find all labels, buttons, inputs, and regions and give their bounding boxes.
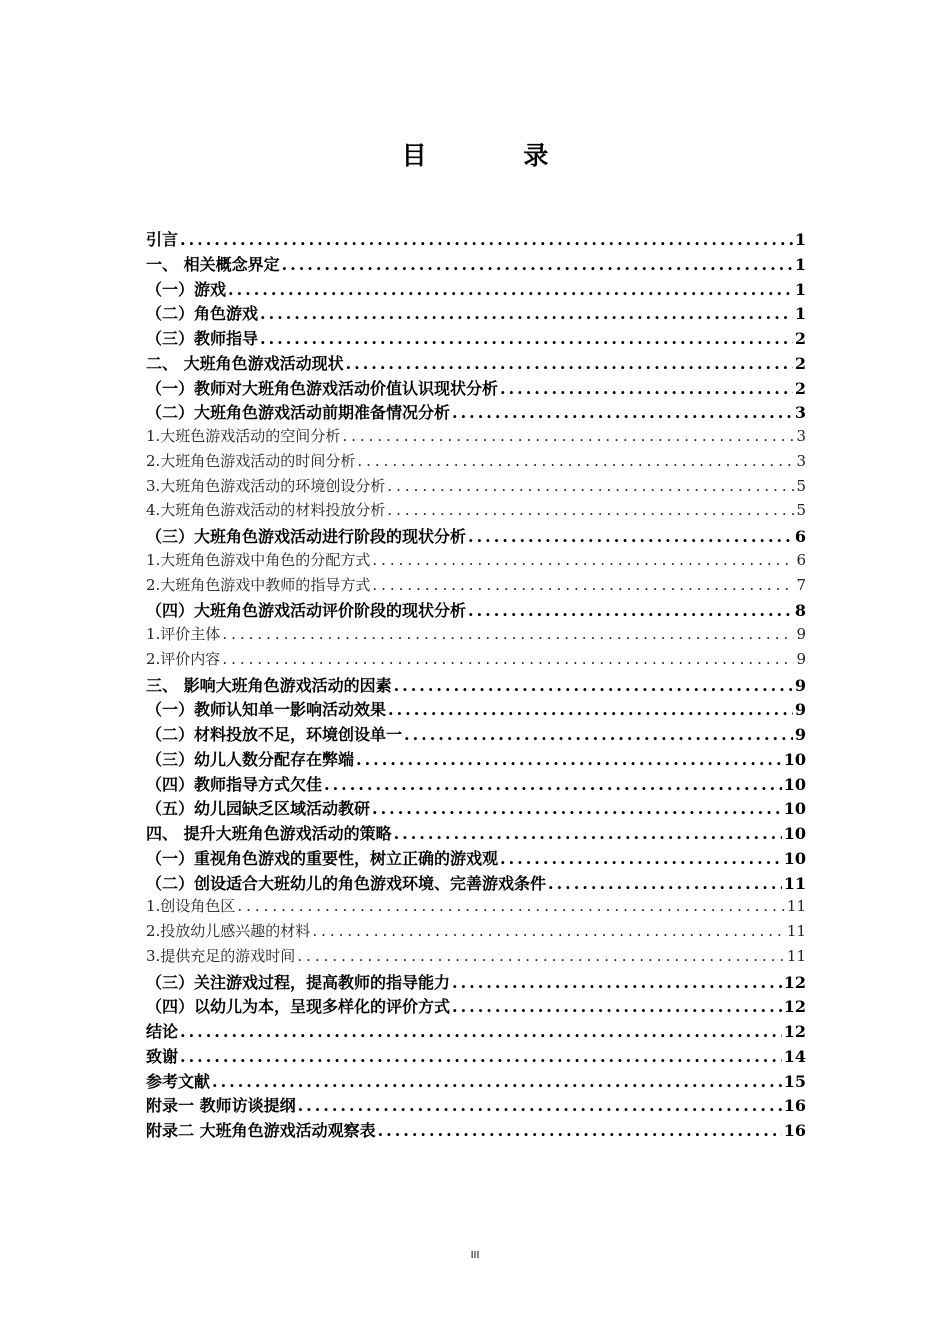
toc-entry-title: 二、 大班角色游戏活动现状 <box>146 353 344 373</box>
toc-entry-page: 16 <box>783 1121 806 1140</box>
dot-leader <box>378 1121 782 1140</box>
toc-entry[interactable] <box>146 549 806 574</box>
toc-entry-page: 9 <box>796 625 806 643</box>
dot-leader <box>372 576 794 594</box>
toc-entry[interactable] <box>146 1044 806 1069</box>
toc-entry-page: 11 <box>786 897 806 916</box>
toc-entry-title: 1.评价主体 <box>146 625 221 643</box>
toc-entry-title: （三）教师指导 <box>146 329 259 348</box>
toc-entry-page: 2 <box>794 378 806 398</box>
toc-entry-title: （二）大班角色游戏活动前期准备情况分析 <box>146 403 451 423</box>
toc-entry-page: 9 <box>794 725 806 744</box>
toc-entry[interactable] <box>146 722 806 747</box>
toc-entry[interactable] <box>146 1093 806 1118</box>
dot-leader <box>404 725 793 744</box>
toc-entry-title: 2.评价内容 <box>146 649 221 668</box>
toc-entry[interactable] <box>146 796 806 821</box>
dot-leader <box>260 329 793 348</box>
table-of-contents <box>146 227 806 1143</box>
toc-entry-page: 5 <box>796 476 806 495</box>
toc-entry-page: 10 <box>783 774 806 794</box>
dot-leader <box>452 997 782 1016</box>
toc-entry-page: 6 <box>794 527 806 546</box>
toc-entry-title: （一）重视角色游戏的重要性，树立正确的游戏观 <box>146 848 499 868</box>
toc-entry-page: 2 <box>794 329 806 348</box>
toc-entry-title: 四、 提升大班角色游戏活动的策略 <box>146 824 392 843</box>
toc-entry-title: 2.大班角色游戏中教师的指导方式 <box>146 575 371 594</box>
dot-leader <box>346 354 793 373</box>
toc-entry-page: 11 <box>786 922 806 940</box>
toc-entry[interactable] <box>146 524 806 549</box>
toc-entry[interactable] <box>146 252 806 277</box>
toc-entry-page: 3 <box>794 403 806 423</box>
toc-entry[interactable] <box>146 301 806 326</box>
toc-entry-title: （四）大班角色游戏活动评价阶段的现状分析 <box>146 601 467 621</box>
toc-entry-title: 引言 <box>146 230 179 249</box>
dot-leader <box>357 452 794 470</box>
toc-entry-title: 附录二 大班角色游戏活动观察表 <box>146 1121 376 1140</box>
toc-entry[interactable] <box>146 994 806 1019</box>
toc-entry-title: （三）大班角色游戏活动进行阶段的现状分析 <box>146 527 467 546</box>
toc-entry-page: 6 <box>796 550 806 569</box>
dot-leader <box>228 280 793 299</box>
toc-entry-title: 附录一 教师访谈提纲 <box>146 1096 296 1116</box>
toc-entry[interactable] <box>146 623 806 648</box>
dot-leader <box>372 551 794 569</box>
dot-leader <box>388 700 793 719</box>
toc-entry-title: （二）创设适合大班幼儿的角色游戏环境、完善游戏条件 <box>146 873 547 893</box>
toc-entry[interactable] <box>146 475 806 500</box>
toc-entry[interactable] <box>146 648 806 673</box>
toc-entry[interactable] <box>146 846 806 871</box>
toc-entry-title: 3.提供充足的游戏时间 <box>146 946 296 965</box>
toc-entry[interactable] <box>146 326 806 351</box>
toc-entry-title: 致谢 <box>146 1046 179 1066</box>
toc-entry-page: 12 <box>783 1022 806 1041</box>
toc-entry-page: 9 <box>794 700 806 720</box>
dot-leader <box>387 477 794 495</box>
toc-entry-page: 12 <box>783 972 806 992</box>
toc-entry-page: 15 <box>783 1071 806 1091</box>
dot-leader <box>260 304 793 323</box>
dot-leader <box>342 427 794 445</box>
toc-entry-title: 2.大班角色游戏活动的时间分析 <box>146 451 356 470</box>
toc-entry[interactable] <box>146 945 806 970</box>
toc-entry[interactable] <box>146 1019 806 1044</box>
toc-entry[interactable] <box>146 376 806 401</box>
dot-leader <box>500 849 782 868</box>
toc-entry-title: （一）游戏 <box>146 279 227 299</box>
dot-leader <box>180 230 793 249</box>
toc-entry-page: 1 <box>794 230 806 249</box>
toc-entry-title: （四）教师指导方式欠佳 <box>146 774 323 794</box>
toc-entry[interactable] <box>146 697 806 722</box>
toc-entry-page: 12 <box>783 997 806 1017</box>
toc-entry-title: （一）教师认知单一影响活动效果 <box>146 700 387 720</box>
toc-entry-title: （一）教师对大班角色游戏活动价值认识现状分析 <box>146 378 499 398</box>
toc-entry-title: （二）材料投放不足，环境创设单一 <box>146 725 403 744</box>
dot-leader <box>394 676 793 695</box>
dot-leader <box>468 527 793 546</box>
dot-leader <box>212 1072 782 1091</box>
toc-entry[interactable] <box>146 499 806 524</box>
toc-entry[interactable] <box>146 1118 806 1143</box>
toc-entry-title: 1.大班角色游戏中角色的分配方式 <box>146 550 371 569</box>
toc-entry[interactable] <box>146 1069 806 1094</box>
dot-leader <box>500 379 793 398</box>
toc-entry-title: （三）关注游戏过程，提高教师的指导能力 <box>146 972 451 992</box>
toc-entry[interactable] <box>146 772 806 797</box>
toc-entry[interactable] <box>146 574 806 599</box>
toc-entry-page: 1 <box>794 304 806 324</box>
dot-leader <box>356 750 782 769</box>
toc-entry-title: 2.投放幼儿感兴趣的材料 <box>146 922 311 940</box>
dot-leader <box>222 625 794 643</box>
dot-leader <box>468 601 793 620</box>
toc-entry-page: 2 <box>794 353 806 373</box>
page-number: III <box>470 1250 480 1261</box>
toc-entry[interactable] <box>146 598 806 623</box>
toc-entry-title: （二）角色游戏 <box>146 304 259 324</box>
toc-entry-page: 10 <box>783 824 806 843</box>
dot-leader <box>394 824 782 843</box>
dot-leader <box>222 650 794 668</box>
dot-leader <box>452 973 782 992</box>
dot-leader <box>452 403 793 422</box>
toc-entry-page: 11 <box>786 946 806 965</box>
toc-entry[interactable] <box>146 673 806 698</box>
dot-leader <box>548 874 782 893</box>
toc-entry[interactable] <box>146 227 806 252</box>
toc-entry[interactable] <box>146 821 806 846</box>
dot-leader <box>297 947 785 965</box>
dot-leader <box>180 1047 782 1066</box>
toc-entry-page: 9 <box>796 649 806 668</box>
toc-entry-title: （五）幼儿园缺乏区域活动教研 <box>146 799 371 819</box>
dot-leader <box>387 501 794 519</box>
toc-entry[interactable] <box>146 871 806 896</box>
toc-entry-page: 5 <box>796 501 806 520</box>
toc-entry[interactable] <box>146 920 806 945</box>
toc-entry-page: 11 <box>783 873 806 893</box>
toc-entry-title: 参考文献 <box>146 1071 211 1091</box>
toc-entry-title: 三、 影响大班角色游戏活动的因素 <box>146 675 392 695</box>
toc-entry[interactable] <box>146 425 806 450</box>
dot-leader <box>298 1096 782 1115</box>
toc-entry-page: 10 <box>783 799 806 819</box>
toc-entry-title: 3.大班角色游戏活动的环境创设分析 <box>146 476 386 495</box>
toc-entry-title: （四）以幼儿为本，呈现多样化的评价方式 <box>146 997 451 1017</box>
dot-leader <box>324 775 782 794</box>
toc-entry-page: 14 <box>783 1046 806 1066</box>
toc-entry[interactable] <box>146 277 806 302</box>
toc-entry-page: 10 <box>783 848 806 868</box>
toc-entry-page: 16 <box>783 1096 806 1116</box>
toc-entry-page: 7 <box>796 575 806 594</box>
toc-entry-page: 8 <box>794 601 806 621</box>
toc-entry-page: 1 <box>794 279 806 299</box>
toc-entry[interactable] <box>146 747 806 772</box>
toc-entry-page: 9 <box>794 675 806 695</box>
toc-entry[interactable] <box>146 400 806 425</box>
dot-leader <box>312 922 785 940</box>
toc-entry[interactable] <box>146 970 806 995</box>
toc-entry-title: （三）幼儿人数分配存在弊端 <box>146 749 355 769</box>
dot-leader <box>180 1022 782 1041</box>
toc-entry-title: 1.创设角色区 <box>146 897 236 916</box>
dot-leader <box>372 799 782 818</box>
toc-entry-page: 3 <box>796 451 806 470</box>
toc-entry[interactable] <box>146 450 806 475</box>
toc-entry-title: 1.大班色游戏活动的空间分析 <box>146 427 341 445</box>
toc-entry[interactable] <box>146 351 806 376</box>
toc-entry-title: 结论 <box>146 1022 179 1041</box>
toc-entry-page: 3 <box>796 427 806 445</box>
toc-title: 目 录 <box>401 141 593 170</box>
dot-leader <box>282 255 793 274</box>
toc-entry-title: 4.大班角色游戏活动的材料投放分析 <box>146 501 386 520</box>
dot-leader <box>237 897 785 915</box>
toc-entry-page: 10 <box>783 749 806 769</box>
toc-entry-page: 1 <box>794 254 806 274</box>
toc-entry-title: 一、 相关概念界定 <box>146 254 280 274</box>
toc-entry[interactable] <box>146 895 806 920</box>
